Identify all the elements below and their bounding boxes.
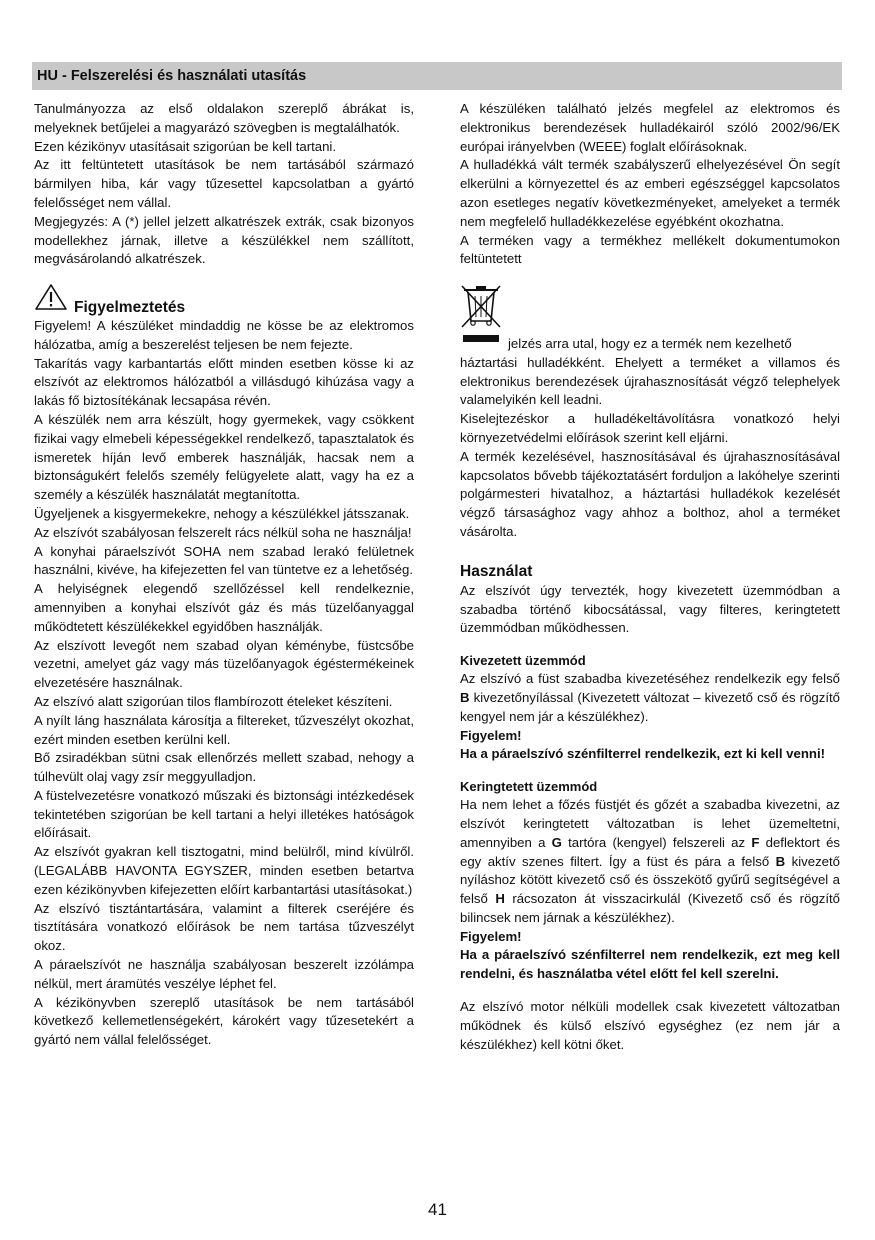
warning-paragraph: A nyílt láng használata károsítja a filtereket, tűzveszélyt okozhat, ezért minden esetben kerülni kell. bbox=[34, 712, 414, 747]
intro-paragraph: Tanulmányozza az első oldalakon szereplő ábrákat is, melyeknek betűjelei a magyarázó szövegben is megtalálhatók. bbox=[34, 101, 414, 135]
usage-paragraph: Az elszívót úgy tervezték, hogy kivezetett üzemmódban a szabadba történő kibocsátással, vagy filteres, keringtetett üzemmódban működhessen. bbox=[460, 582, 840, 636]
disposal-paragraph: A termék kezelésével, hasznosításával és újrahasznosításával kapcsolatos bővebb tájékoztatásért forduljon a lakóhelye szerinti polgármesteri hivatalhoz, a háztartási hulladékok kezelését végző társasághoz vagy ahhoz a bolthoz, ahol a terméket vásárolta. bbox=[460, 448, 840, 539]
recirculation-mode-title: Keringtetett üzemmód bbox=[460, 779, 598, 795]
warning-triangle-icon bbox=[34, 283, 68, 317]
page-number: 41 bbox=[428, 1200, 447, 1219]
warning-paragraph: Takarítás vagy karbantartás előtt minden esetben kösse ki az elszívót az elektromos hálózatból a villásdugó kihúzása vagy a lakás fő biztosítékának lecsapása révén. bbox=[34, 355, 414, 409]
weee-paragraph: A készüléken található jelzés megfelel az elektromos és elektronikus berendezések hulladékairól szóló 2002/96/EK európai irányelvben (WEEE) foglalt előírásoknak. bbox=[460, 101, 840, 154]
warning-paragraph: A készülék nem arra készült, hogy gyermekek, vagy csökkent fizikai vagy elmebeli képességekkel rendelkező, tapasztalatok és ismeretek híján levő emberek használják, hacsak nem a biztonságukért felelős személy felügyelete alatt, vagy ha ez a személy a készülék használatát megtanította. bbox=[34, 411, 414, 503]
recirculation-attention-text: Ha a páraelszívó szénfilterrel nem rendelkezik, ezt meg kell rendelni, és használatba vétel előtt fel kell szerelni. bbox=[460, 947, 840, 982]
left-column bbox=[34, 100, 414, 1050]
intro-paragraph: Az itt feltüntetett utasítások be nem tartásából származó bármilyen hiba, kár vagy tűzesettel kapcsolatban a gyártó felelősséget nem vállal. bbox=[34, 157, 414, 210]
section-header: HU - Felszerelési és használati utasítás bbox=[32, 62, 842, 90]
crossed-out-wheelie-bin-icon bbox=[460, 283, 504, 353]
intro-paragraph: Megjegyzés: A (*) jellel jelzett alkatrészek extrák, csak bizonyos modellekhez járnak, illetve a készülékkel nem szállított, megvásárolandó alkatrészek. bbox=[34, 213, 414, 267]
weee-paragraph: A terméken vagy a termékhez mellékelt dokumentumokon feltüntetett bbox=[460, 232, 840, 267]
disposal-paragraph: Kiselejtezéskor a hulladékeltávolításra vonatkozó helyi környezetvédelmi előírások szerint kell eljárni. bbox=[460, 411, 840, 445]
warning-paragraph: A konyhai páraelszívót SOHA nem szabad lerakó felületnek használni, kivéve, ha kifejezetten fel van tüntetve ez a lehetőség. bbox=[34, 543, 414, 578]
warning-heading bbox=[34, 283, 414, 317]
warning-paragraph: A kézikönyvben szereplő utasítások be nem tartásából következő kellemetlenségekért, károkért vagy tűzesetekért a gyártó nem vállal felelősséget. bbox=[34, 994, 414, 1048]
warning-paragraph: Az elszívó tisztántartására, valamint a filterek cseréjére és tisztítására vonatkozó előírások be nem tartása tűzveszélyt okoz. bbox=[34, 900, 414, 954]
warning-paragraph: Az elszívót szabályosan felszerelt rács nélkül soha ne használja! bbox=[34, 524, 412, 540]
usage-title: Használat bbox=[460, 562, 533, 580]
warning-paragraph: Ügyeljenek a kisgyermekekre, nehogy a készülékkel játsszanak. bbox=[34, 505, 410, 521]
warning-paragraph: A páraelszívót ne használja szabályosan beszerelt izzólámpa nélkül, mert áramütés veszélye léphet fel. bbox=[34, 957, 414, 991]
warning-paragraph: A helyiségnek elegendő szellőzéssel kell rendelkeznie, amennyiben a konyhai elszívót gáz és más tüzelőanyaggal működtetett készülékekkel egyidőben használják. bbox=[34, 581, 414, 634]
weee-symbol-text: jelzés arra utal, hogy ez a termék nem kezelhető bbox=[508, 335, 792, 351]
warning-paragraph: Az elszívott levegőt nem szabad olyan kéménybe, füstcsőbe vezetni, amelyet gáz vagy más tüzelőanyagok égéstermékeinek elvezetésére használnak. bbox=[34, 637, 414, 691]
warning-paragraph: Bő zsiradékban sütni csak ellenőrzés mellett szabad, nehogy a túlhevült olaj vagy zsír meggyulladjon. bbox=[34, 750, 414, 785]
warning-paragraph: Figyelem! A készüléket mindaddig ne kösse be az elektromos hálózatba, amíg a beszerelést teljesen be nem fejezte. bbox=[34, 317, 414, 352]
recirculation-mode-paragraph: Ha nem lehet a főzés füstjét és gőzét a szabadba kivezetni, az elszívót keringtetett változatban is lehet üzemeltetni, amennyiben a G tartóra (kengyel) felszereli az F deflektort és egy aktív szenes filtert. Így a füst és pára a felső B kivezető nyíláshoz kötött kivezető cső és összekötő gyűrű segítségével a felső H rácsozaton át visszacirkulál (Kivezető cső és rögzítő bilincsek nem járnak a készülékhez). bbox=[460, 797, 841, 925]
ducted-attention-label: Figyelem! bbox=[460, 727, 522, 743]
intro-paragraph: Ezen kézikönyv utasításait szigorúan be kell tartani. bbox=[34, 138, 337, 154]
ducted-mode-paragraph: Az elszívó a füst szabadba kivezetéséhez rendelkezik egy felső B kivezetőnyílással (Kivezetett változat – kivezető cső és rögzítő kengyel nem jár a készülékhez). bbox=[460, 671, 840, 724]
warning-title: Figyelmeztetés bbox=[74, 298, 186, 316]
ducted-attention-text: Ha a páraelszívó szénfilterrel rendelkezik, ezt ki kell venni! bbox=[460, 746, 826, 762]
recirculation-attention-label: Figyelem! bbox=[460, 928, 522, 944]
warning-paragraph: Az elszívót gyakran kell tisztogatni, mind belülről, mind kívülről. (LEGALÁBB HAVONTA EGYSZER, minden esetben betartva ezen kézikönyvben kifejezetten előírt karbantartási utasításokat.) bbox=[34, 844, 414, 897]
weee-paragraph: A hulladékká vált termék szabályszerű elhelyezésével Ön segít elkerülni a környezettel és az emberi egészséggel kapcsolatos azon esetleges negatív következményeket, amelyeket a termék nem megfelelő hulladékkezelése egyébként okozhatna. bbox=[460, 157, 840, 229]
motorless-paragraph: Az elszívó motor nélküli modellek csak kivezetett változatban működnek és külső elszívó egységhez (ez nem jár a készülékhez) kell kötni őket. bbox=[460, 999, 840, 1052]
ducted-mode-title: Kivezetett üzemmód bbox=[460, 653, 586, 669]
right-column bbox=[460, 100, 840, 1054]
warning-paragraph: Az elszívó alatt szigorúan tilos flambírozott ételeket készíteni. bbox=[34, 693, 393, 709]
weee-symbol-text-rest: háztartási hulladékként. Ehelyett a terméket a villamos és elektronikus berendezések újrahasznosítását végző telephelyek valamelyikén kell leadni. bbox=[460, 354, 840, 408]
warning-paragraph: A füstelvezetésre vonatkozó műszaki és biztonsági intézkedések tekintetében szigorúan be kell tartani a helyi illetékes hatóságok előírásait. bbox=[34, 787, 414, 841]
